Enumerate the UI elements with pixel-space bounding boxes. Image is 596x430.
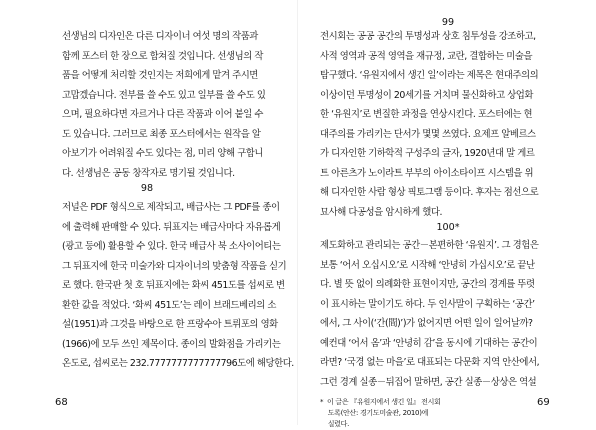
left-paragraph-1: 선생님의 디자인은 다른 디자이너 여섯 명의 작품과 함께 포스터 한 장으로 합쳐질 것입니다. 선생님의 작 품을 어떻게 처리할 것인지는 저희에게 맡겨 주시면 고맙겠습니다. 전부를 쓸 수도 있고 일부를 쓸 수도 있 으며, 필요하다면 자르거나 다른 작품과 이어 붙일 수 도 있습니다. 그러므로 최종 포스터에서는 원작을 알 아보기가 어려워질 수도 있다는 점, 미리 양해 구합니 다. 선생님은 공동 창작자로 명기될 것입니다.	[62, 31, 266, 179]
section-number-99: 99	[441, 17, 455, 28]
footnote: * 이 글은 『유원지에서 생긴 일』 전시회 도록(안산: 경기도미술관, 2010)에 실렸다.	[320, 398, 441, 428]
section-number-100: 100*	[436, 222, 460, 233]
page-number-right: 69	[537, 397, 550, 408]
left-paragraph-2: 저널은 PDF 형식으로 제작되고, 배급사는 그 PDF를 종이 에 출력해 판매할 수 있다. 뒤표지는 배급사마다 자유롭게 (광고 등에) 활용할 수 있다. 한국 배급사 북 소사이어티는 그 뒤표지에 한국 미술가와 디자이너의 맞춤형 작품을 싣기 로 했다. 한국판 첫 호 뒤표지에는 화씨 451도를 섭씨로 변 환한 값을 적었다. ‘화씨 451도’는 레이 브래드베리의 소 설(1951)과 그것을 바탕으로 한 프랑수아 트뤼포의 영화 (1966)에 모두 쓰인 제목이다. 종이의 발화점을 가리키는 온도로, 섭씨로는 232.7777777777777796도에 해당한다.	[62, 202, 294, 369]
right-paragraph-2: 제도화하고 관리되는 공간－본편하한 ‘유원지’. 그 경험은 보통 ‘어서 오십시오’로 시작해 ‘안녕히 가십시오’로 끝난 다. 별 뜻 없이 의례화한 표현이지만, 공간의 경계를 뚜렷 이 표시하는 말이기도 하다. 두 인사말이 구획하는 ‘공간’ 에서, 그 사이(‘간(間)’)가 없어지면 어떤 일이 일어날까? 예컨대 ‘어서 옴’과 ‘안녕히 감’을 동시에 기대하는 공간이 라면? ‘국경 없는 마을’로 대표되는 다문화 지역 안산에서, 그런 경계 실종－뒤집어 말하면, 공간 실종－상상은 역설	[320, 240, 540, 388]
right-paragraph-1: 전시회는 공공 공간의 투명성과 상호 침투성을 강조하고, 사적 영역과 공적 영역을 재규정, 교란, 결합하는 미술을 탐구했다. ‘유원지에서 생긴 일’이라는 제목은 현대주의의 이상이던 투명성이 20세기를 거치며 물신화하고 상업화 한 ‘유원지’로 변질한 과정을 연상시킨다. 포스터에는 현 대주의를 가리키는 단서가 몇몇 쓰였다. 요제프 알베르스 가 디자인한 기하학적 구성주의 글자, 1920년대 말 게르 트 아른츠가 노이라트 부부의 아이소타이프 시스템을 위 해 디자인한 사람 형상 픽토그램 등이다. 후자는 점선으로 묘사해 다공성을 암시하게 했다.	[320, 31, 539, 218]
left-page	[0, 0, 298, 425]
section-number-98: 98	[140, 183, 154, 194]
right-page	[298, 0, 596, 428]
page-number-left: 68	[55, 397, 68, 408]
